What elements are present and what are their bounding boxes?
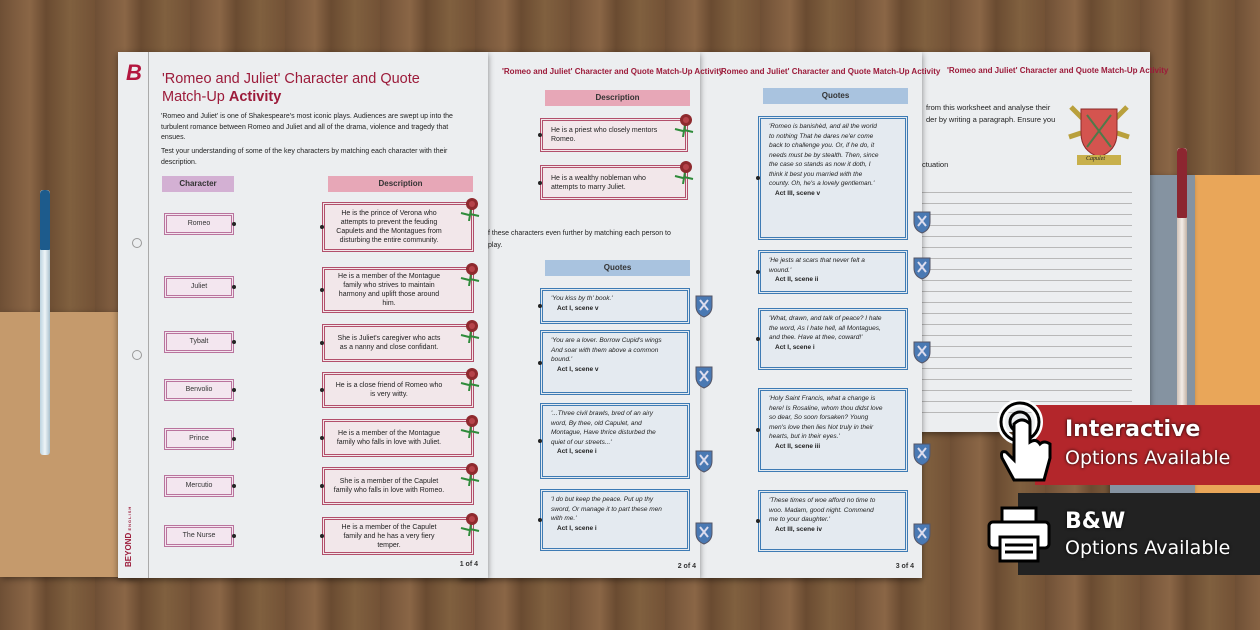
montague-crest-icon (911, 209, 933, 235)
match-dot[interactable] (320, 436, 324, 440)
writing-lines (922, 182, 1132, 422)
title-line: 'Romeo and Juliet' Character and Quote (162, 71, 420, 87)
character-card-benvolio[interactable]: Benvolio (164, 379, 234, 401)
rose-icon (673, 113, 697, 137)
quote-act: Act III, scene v (775, 189, 821, 197)
hole-punch (132, 238, 142, 248)
montague-crest-icon (693, 520, 715, 546)
match-dot[interactable] (538, 361, 542, 365)
rose-icon (459, 262, 483, 286)
rose-icon (459, 367, 483, 391)
character-card-the-nurse[interactable]: The Nurse (164, 525, 234, 547)
description-header: Description (328, 176, 473, 192)
character-card-tybalt[interactable]: Tybalt (164, 331, 234, 353)
quotes-header: Quotes (545, 260, 690, 276)
description-text: He is the prince of Verona who attempts to prevent the feuding Capulets and the Montagues from disturbing the entire community. (336, 210, 442, 244)
montague-crest-icon (911, 441, 933, 467)
description-text: She is a member of the Capulet family who falls in love with Romeo. (333, 478, 445, 494)
match-dot[interactable] (756, 270, 760, 274)
title-text: Match-Up (162, 89, 229, 105)
worksheet-page-1 (118, 52, 488, 578)
quote-text: 'You kiss by th' book.' (551, 295, 613, 302)
interactive-label: Interactive (1065, 417, 1201, 442)
page-header-title: 'Romeo and Juliet' Character and Quote Match-Up Activity (947, 66, 1169, 75)
match-dot[interactable] (756, 337, 760, 341)
page-number: 3 of 4 (895, 563, 914, 570)
montague-crest-icon (693, 293, 715, 319)
touch-hand-icon (994, 400, 1056, 490)
quote-text: 'I do but keep the peace. Put up thy sword, Or manage it to part these men with me.' (551, 496, 662, 522)
quote-card[interactable] (540, 489, 690, 551)
red-pen (1177, 148, 1187, 423)
interactive-banner (1035, 405, 1260, 485)
quote-card[interactable] (540, 288, 690, 324)
interactive-sub: Options Available (1065, 447, 1231, 469)
bw-label: B&W (1065, 509, 1126, 534)
character-card-prince[interactable]: Prince (164, 428, 234, 450)
description-card[interactable] (322, 517, 474, 555)
instruction-text: Test your understanding of some of the key characters by matching each character with their description. (161, 148, 448, 166)
quote-text: 'He jests at scars that never felt a wound.' (769, 257, 865, 274)
rose-icon (459, 462, 483, 486)
match-dot[interactable] (232, 534, 236, 538)
quote-act: Act I, scene i (557, 448, 597, 455)
character-card-romeo[interactable]: Romeo (164, 213, 234, 235)
match-dot[interactable] (320, 288, 324, 292)
match-dot[interactable] (232, 388, 236, 392)
intro-text: 'Romeo and Juliet' is one of Shakespeare's most iconic plays. Audiences are swept up into the turbulent romance between Romeo and Juliet and all of the drama, violence and tragedy that ensues. (161, 113, 453, 141)
description-card[interactable] (322, 419, 474, 457)
bw-sub: Options Available (1065, 537, 1231, 559)
quote-card[interactable] (758, 116, 908, 240)
hole-punch (132, 350, 142, 360)
page-title (162, 70, 420, 106)
brown-notebook (0, 312, 135, 577)
beyond-logo: B (126, 60, 142, 85)
quote-card[interactable] (758, 250, 908, 294)
margin-line (148, 52, 149, 578)
page4-text-line: from this worksheet and analyse their (926, 103, 1051, 112)
worksheet-page-4 (900, 52, 1169, 432)
blue-pen (40, 190, 50, 455)
match-dot[interactable] (538, 304, 542, 308)
match-dot[interactable] (320, 534, 324, 538)
montague-crest-icon (693, 364, 715, 390)
quote-act: Act I, scene i (557, 524, 597, 532)
match-dot[interactable] (232, 484, 236, 488)
description-card[interactable] (322, 467, 474, 505)
quote-card[interactable] (758, 308, 908, 370)
match-dot[interactable] (320, 484, 324, 488)
quote-text: 'These times of woe afford no time to woo. Madam, good night. Commend me to your daughter.' (769, 497, 876, 523)
quote-card[interactable] (758, 490, 908, 552)
rose-icon (459, 512, 483, 536)
quote-card[interactable] (540, 330, 690, 395)
page4-text-line: ctuation (922, 160, 949, 169)
description-header: Description (545, 90, 690, 106)
match-dot[interactable] (232, 285, 236, 289)
match-dot[interactable] (538, 181, 542, 185)
character-card-mercutio[interactable]: Mercutio (164, 475, 234, 497)
match-dot[interactable] (538, 439, 542, 443)
page-number: 2 of 4 (677, 563, 696, 570)
montague-crest-icon (911, 339, 933, 365)
title-line (162, 88, 420, 106)
quote-act: Act I, scene v (557, 304, 599, 312)
quote-card[interactable] (758, 388, 908, 472)
montague-crest-icon (911, 521, 933, 547)
quote-act: Act I, scene v (557, 365, 599, 373)
title-bold: Activity (228, 89, 282, 105)
match-dot[interactable] (232, 437, 236, 441)
description-text: He is a wealthy nobleman who attempts to marry Juliet. (551, 174, 646, 191)
description-card[interactable] (322, 202, 474, 252)
instruction-text: play. (488, 242, 503, 249)
match-dot[interactable] (232, 222, 236, 226)
page-number: 1 of 4 (459, 561, 478, 568)
montague-crest-icon (911, 255, 933, 281)
instruction-text: f these characters even further by matching each person to (488, 230, 671, 237)
description-card[interactable] (322, 372, 474, 408)
rose-icon (459, 414, 483, 438)
quote-text: 'You are a lover. Borrow Cupid's wings And soar with them above a common bound.' (551, 337, 662, 363)
description-card[interactable] (540, 118, 688, 152)
match-dot[interactable] (756, 176, 760, 180)
description-card[interactable] (322, 324, 474, 362)
character-header: Character (162, 176, 234, 192)
description-text: He is a member of the Montague family who falls in love with Juliet. (336, 430, 442, 446)
page-header-title: 'Romeo and Juliet' Character and Quote Match-Up Activity (719, 67, 941, 76)
match-dot[interactable] (756, 428, 760, 432)
character-card-juliet[interactable]: Juliet (164, 276, 234, 298)
description-text: She is Juliet's caregiver who acts as a nanny and close confidant. (337, 335, 441, 351)
crest-label: Capulet (1086, 156, 1105, 162)
page4-text-line: der by writing a paragraph. Ensure you (926, 115, 1056, 124)
match-dot[interactable] (538, 133, 542, 137)
match-dot[interactable] (320, 341, 324, 345)
brand-subject: ENGLISH (127, 505, 132, 531)
description-text: He is a priest who closely mentors Romeo. (551, 127, 658, 143)
rose-icon (673, 160, 697, 184)
printer-icon (986, 505, 1056, 565)
match-dot[interactable] (538, 518, 542, 522)
match-dot[interactable] (756, 519, 760, 523)
description-text: He is a member of the Montague family who strives to maintain harmony and uplift those around him. (338, 273, 440, 307)
quotes-header: Quotes (763, 88, 908, 104)
brand-name: BEYOND (124, 532, 133, 567)
quote-card[interactable] (540, 403, 690, 479)
match-dot[interactable] (320, 388, 324, 392)
rose-icon (459, 197, 483, 221)
quote-act: Act II, scene ii (775, 276, 819, 283)
brand-vertical (124, 506, 133, 567)
worksheet-page-2 (460, 52, 724, 578)
montague-crest-icon (693, 448, 715, 474)
match-dot[interactable] (232, 340, 236, 344)
rose-icon (459, 319, 483, 343)
quote-text: 'Romeo is banishèd, and all the world to nothing That he dares ne'er come back to challenge you. Or, if he do, it needs must be by stealth. Then, since the case so stands as now it doth, I think it best you married with the county. Oh, he's a lovely gentleman.' (769, 123, 879, 187)
match-dot[interactable] (320, 225, 324, 229)
quote-act: Act II, scene iii (775, 442, 821, 450)
page-header-title: 'Romeo and Juliet' Character and Quote Match-Up Activity (502, 67, 724, 76)
description-card[interactable] (322, 267, 474, 313)
description-card[interactable] (540, 165, 688, 200)
description-text: He is a close friend of Romeo who is very witty. (335, 382, 443, 398)
quote-text: 'Holy Saint Francis, what a change is here! Is Rosaline, whom thou didst love so dear, So soon forsaken? Young men's love then lies Not truly in their hearts, but in their eyes.' (769, 395, 883, 440)
quote-act: Act III, scene iv (775, 525, 822, 533)
quote-act: Act I, scene i (775, 343, 815, 351)
description-text: He is a member of the Capulet family and he has a very fiery temper. (341, 523, 437, 549)
quote-text: '...Three civil brawls, bred of an airy word, By thee, old Capulet, and Montague, Have thrice disturbed the quiet of our streets...' (551, 410, 656, 446)
quote-text: 'What, drawn, and talk of peace? I hate the word, As I hate hell, all Montagues, and thee. Have at thee, coward!' (769, 315, 882, 341)
